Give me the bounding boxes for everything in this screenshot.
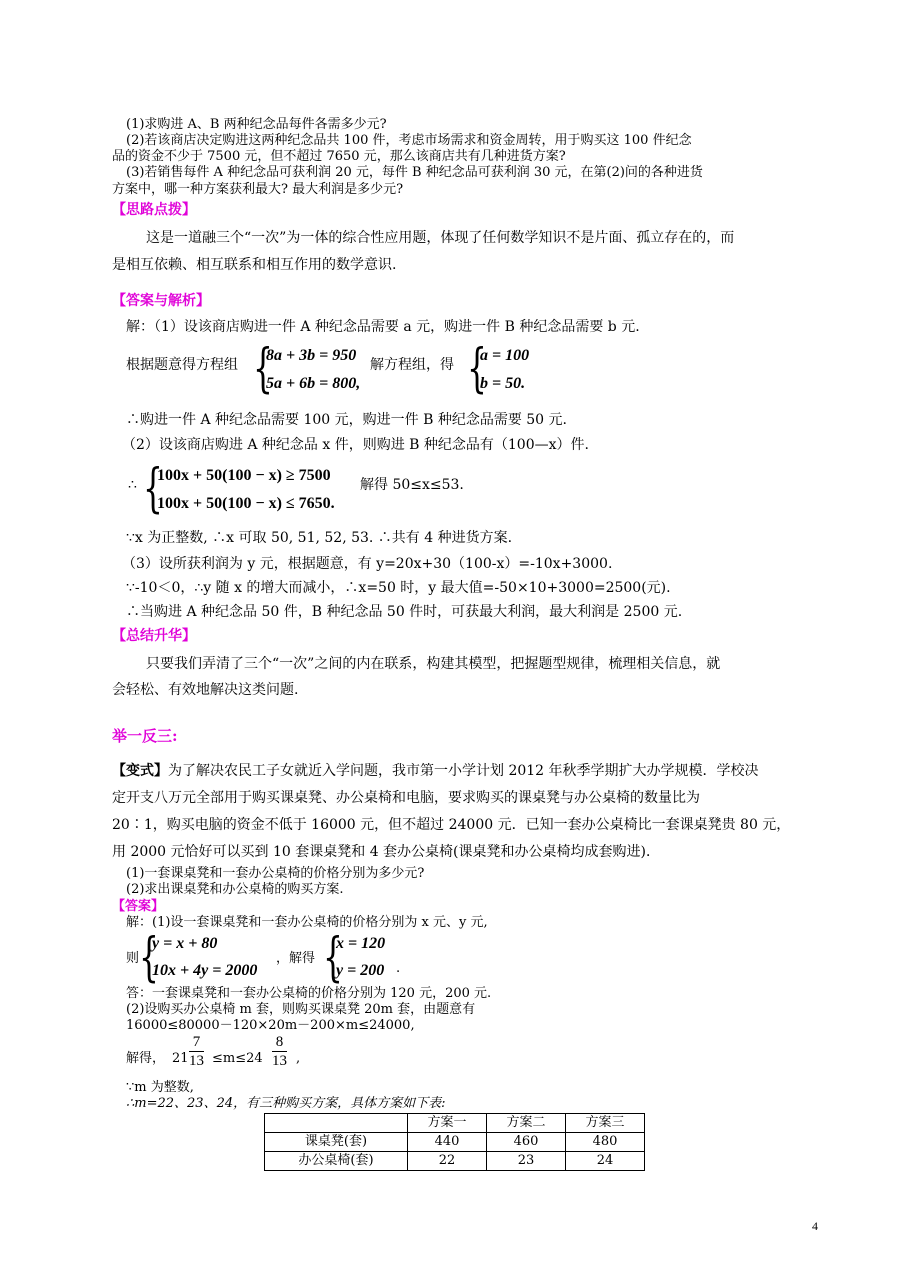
summary-text-1: 只要我们弄清了三个“一次”之间的内在联系，构建其模型，把握题型规律，梳理相关信息，就	[146, 656, 721, 672]
table-cell: 440	[408, 1133, 487, 1152]
answer2-line-6: ∴m=22、23、24，有三种购买方案，具体方案如下表:	[126, 1096, 446, 1111]
answer2-line-5: ∵m 为整数,	[126, 1080, 194, 1095]
table-row	[265, 1152, 645, 1171]
plan-table	[264, 1113, 645, 1171]
left-brace: {	[253, 339, 273, 399]
variant-solution-b: y = 200	[336, 962, 385, 979]
whole-21: 21	[172, 1051, 189, 1066]
summary-heading: 【总结升华】	[112, 628, 196, 644]
solution-1b: b = 50.	[480, 375, 526, 392]
answer-line-1: 解：（1）设该商店购进一件 A 种纪念品需要 a 元，购进一件 B 种纪念品需要 b 元.	[126, 319, 640, 335]
variant-line-1	[112, 761, 759, 781]
page-number: 4	[812, 1219, 818, 1233]
therefore-symbol: ∴	[128, 477, 137, 493]
variant-tag: 【变式】	[112, 763, 168, 779]
answer2-line-1: 解：(1)设一套课桌凳和一套办公桌椅的价格分别为 x 元、y 元,	[126, 915, 488, 930]
table-cell: 460	[487, 1133, 566, 1152]
numerator: 8	[275, 1034, 284, 1050]
table-cell: 22	[408, 1152, 487, 1171]
solve-label: 解方程组，得	[370, 357, 454, 373]
table-row-label: 课桌凳(套)	[265, 1133, 408, 1152]
system-label: 根据题意得方程组	[126, 357, 238, 373]
hint-heading: 【思路点拨】	[112, 202, 196, 218]
period: .	[396, 961, 401, 976]
hint-text-1: 这是一道融三个“一次”为一体的综合性应用题，体现了任何数学知识不是片面、孤立存在的，而	[146, 230, 735, 246]
variant-question-1: (1)一套课桌凳和一套办公桌椅的价格分别为多少元?	[126, 866, 425, 881]
question-3: (3)若销售每件 A 种纪念品可获利润 20 元，每件 B 种纪念品可获利润 30 元，在第(2)问的各种进货	[126, 165, 703, 180]
table-header-cell: 方案二	[487, 1114, 566, 1133]
variant-solve-label: ，解得	[276, 951, 316, 966]
answer-line-3: （2）设该商店购进 A 种纪念品 x 件，则购进 B 种纪念品有（100—x）件.	[122, 437, 589, 453]
numerator: 7	[192, 1034, 201, 1050]
inequality-solution: 解得 50≤x≤53.	[360, 477, 464, 493]
variant-text: 为了解决农民工子女就近入学问题，我市第一小学计划 2012 年秋季学期扩大办学规模．学校决	[168, 763, 759, 779]
variant-line-3: 20∶1，购买电脑的资金不低于 16000 元，但不超过 24000 元．已知一套办公桌椅比一套课桌凳贵 80 元，	[112, 817, 791, 833]
jie-label: 解得，	[126, 1051, 166, 1066]
variant-equation-b: 10x + 4y = 2000	[152, 962, 258, 979]
summary-text-2: 会轻松、有效地解决这类问题.	[112, 682, 299, 698]
table-cell: 23	[487, 1152, 566, 1171]
answer-line-7: ∴当购进 A 种纪念品 50 件，B 种纪念品 50 件时，可获最大利润，最大利润是 2500 元.	[126, 604, 683, 620]
denominator: 13	[189, 1053, 204, 1069]
hint-text-2: 是相互依赖、相互联系和相互作用的数学意识.	[112, 257, 397, 273]
fraction-7-13	[189, 1033, 204, 1070]
table-cell: 24	[566, 1152, 645, 1171]
equation-1b: 5a + 6b = 800,	[266, 375, 361, 392]
left-brace: {	[143, 459, 163, 519]
ze-label: 则	[126, 951, 140, 966]
fraction-8-13	[272, 1033, 287, 1070]
comma: ,	[296, 1051, 301, 1066]
table-row	[265, 1133, 645, 1152]
solution-1a: a = 100	[480, 347, 530, 364]
inequality-a: 100x + 50(100 − x) ≥ 7500	[157, 467, 331, 484]
answer-line-2: ∴购进一件 A 种纪念品需要 100 元，购进一件 B 种纪念品需要 50 元.	[126, 412, 567, 428]
question-3-cont: 方案中，哪一种方案获利最大? 最大利润是多少元?	[112, 182, 404, 197]
variant-question-2: (2)求出课桌凳和办公桌椅的购买方案.	[126, 882, 344, 897]
answer2-line-3: (2)设购买办公桌椅 m 套，则购买课桌凳 20m 套，由题意有	[126, 1002, 476, 1017]
variant-line-2: 定开支八万元全部用于购买课桌凳、办公桌椅和电脑，要求购买的课桌凳与办公桌椅的数量比为	[112, 790, 700, 806]
left-brace: {	[323, 928, 343, 988]
practice-heading: 举一反三:	[112, 727, 178, 745]
answer-line-5: （3）设所获利润为 y 元，根据题意，有 y=20x+30（100-x）=-10x+3000.	[122, 556, 613, 572]
answer-line-4: ∵x 为正整数, ∴x 可取 50, 51, 52, 53. ∴共有 4 种进货方案.	[126, 530, 513, 546]
table-header-cell	[265, 1114, 408, 1133]
variant-solution-a: x = 120	[336, 935, 386, 952]
equation-1a: 8a + 3b = 950	[266, 347, 357, 364]
question-2: (2)若该商店决定购进这两种纪念品共 100 件，考虑市场需求和资金周转，用于购买这 100 件纪念	[126, 133, 692, 148]
left-brace: {	[467, 339, 487, 399]
denominator: 13	[272, 1053, 287, 1069]
table-header-row	[265, 1114, 645, 1133]
inequality-middle: ≤m≤24	[212, 1051, 263, 1066]
left-brace: {	[139, 928, 159, 988]
answer2-heading: 【答案】	[112, 899, 165, 914]
table-header-cell: 方案一	[408, 1114, 487, 1133]
table-row-label: 办公桌椅(套)	[265, 1152, 408, 1171]
answer-heading: 【答案与解析】	[112, 293, 210, 309]
answer2-line-2: 答：一套课桌凳和一套办公桌椅的价格分别为 120 元，200 元.	[126, 986, 492, 1001]
question-1: (1)求购进 A、B 两种纪念品每件各需多少元?	[126, 117, 387, 132]
answer-line-6: ∵-10＜0，∴y 随 x 的增大而减小，∴x=50 时，y 最大值=-50×10+3000=2500(元).	[126, 580, 671, 596]
inequality-b: 100x + 50(100 − x) ≤ 7650.	[157, 495, 335, 512]
table-cell: 480	[566, 1133, 645, 1152]
table-header-cell: 方案三	[566, 1114, 645, 1133]
variant-equation-a: y = x + 80	[152, 935, 218, 952]
variant-line-4: 用 2000 元恰好可以买到 10 套课桌凳和 4 套办公桌椅(课桌凳和办公桌椅均成套购进)．	[112, 844, 660, 860]
question-2-cont: 品的资金不少于 7500 元，但不超过 7650 元，那么该商店共有几种进货方案?	[112, 149, 566, 164]
answer2-line-4: 16000≤80000－120×20m－200×m≤24000,	[126, 1018, 415, 1033]
